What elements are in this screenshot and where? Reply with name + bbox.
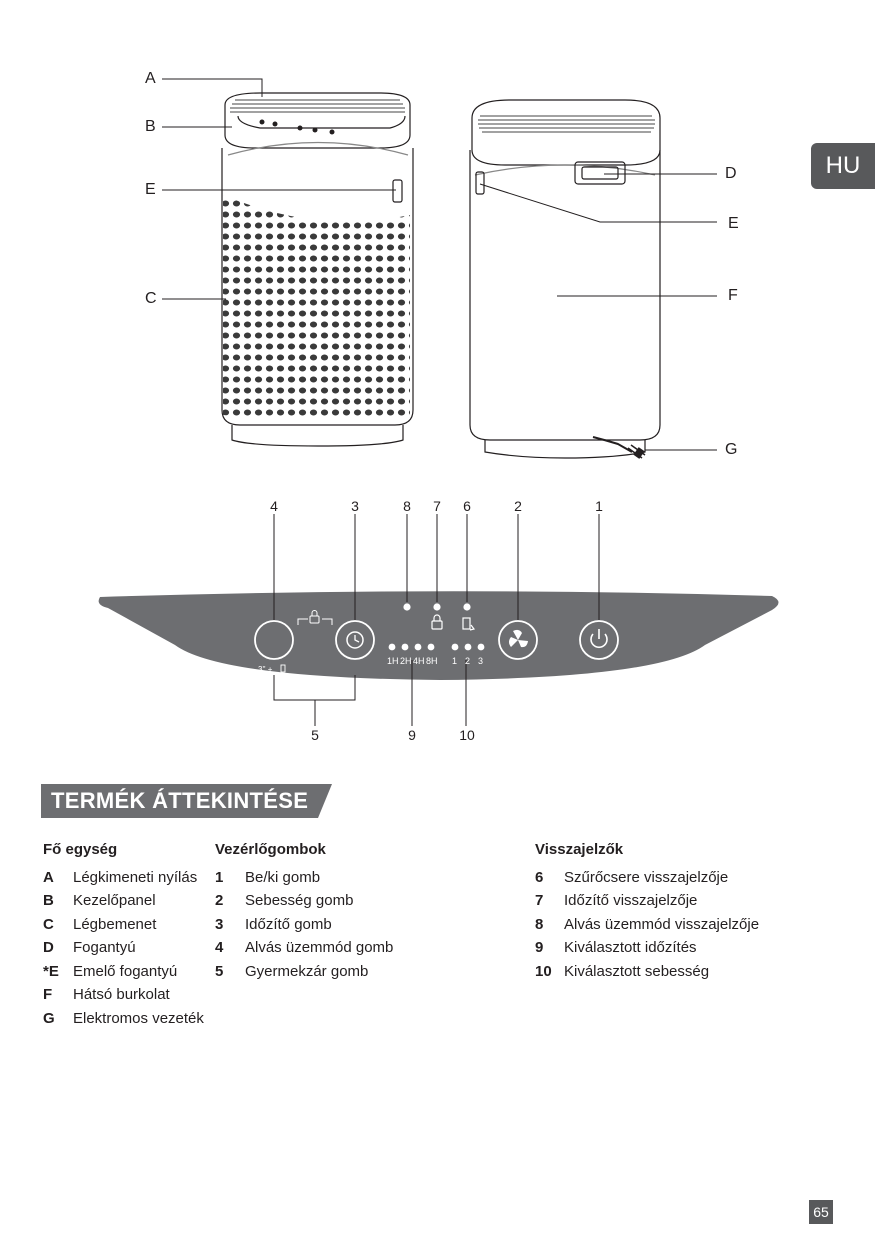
list-item: F Hátsó burkolat xyxy=(43,986,170,1003)
list-item: A Légkimeneti nyílás xyxy=(43,868,198,886)
list-item: 5 Gyermekzár gomb xyxy=(215,962,369,980)
timer-label-2h: 2H xyxy=(400,656,412,666)
back-unit xyxy=(470,100,660,458)
controls-heading: Vezérlőgombok xyxy=(215,841,326,858)
device-illustration xyxy=(0,0,875,470)
panel-num-6: 6 xyxy=(463,498,471,514)
language-tab: HU xyxy=(811,143,875,189)
list-item: 8 Alvás üzemmód visszajelzője xyxy=(535,915,760,933)
indicators-list xyxy=(535,838,759,983)
sleep-indicator-led xyxy=(403,603,410,610)
speed-leds xyxy=(452,644,485,651)
page-number: 65 xyxy=(809,1200,833,1224)
list-item: 6 Szűrőcsere visszajelzője xyxy=(535,868,729,886)
front-grille xyxy=(223,195,410,420)
timer-label-8h: 8H xyxy=(426,656,438,666)
callout-d: D xyxy=(725,165,737,182)
timer-label-4h: 4H xyxy=(413,656,425,666)
speed-label-3: 3 xyxy=(478,656,484,666)
panel-num-2: 2 xyxy=(514,498,522,514)
callout-b: B xyxy=(145,118,156,135)
panel-num-8: 8 xyxy=(403,498,411,514)
panel-num-7: 7 xyxy=(433,498,441,514)
list-item: 9 Kiválasztott időzítés xyxy=(535,939,697,956)
main-unit-heading: Fő egység xyxy=(43,841,118,858)
panel-num-5: 5 xyxy=(311,727,319,743)
callout-c: C xyxy=(145,290,157,307)
list-item: *E Emelő fogantyú xyxy=(43,962,178,980)
callout-g: G xyxy=(725,441,738,458)
controls-list xyxy=(215,838,393,983)
callout-a: A xyxy=(145,70,156,87)
list-item: D Fogantyú xyxy=(43,939,136,956)
list-item: 1 Be/ki gomb xyxy=(215,868,321,886)
panel-num-1: 1 xyxy=(595,498,603,514)
panel-num-4: 4 xyxy=(270,498,278,514)
indicators-heading: Visszajelzők xyxy=(535,841,624,858)
panel-num-9: 9 xyxy=(408,727,416,743)
list-item: 3 Időzítő gomb xyxy=(215,915,332,933)
section-title: TERMÉK ÁTTEKINTÉSE xyxy=(41,784,318,818)
list-item: 7 Időzítő visszajelzője xyxy=(535,892,698,909)
list-item: B Kezelőpanel xyxy=(43,892,156,909)
list-item: 4 Alvás üzemmód gomb xyxy=(215,939,394,956)
list-item: G Elektromos vezeték xyxy=(43,1009,204,1027)
panel-num-10: 10 xyxy=(459,727,475,743)
timer-label-1h: 1H xyxy=(387,656,399,666)
callout-e-front: E xyxy=(145,181,156,198)
callout-f: F xyxy=(728,287,738,304)
list-item: C Légbemenet xyxy=(43,915,157,933)
list-item: 10 Kiválasztott sebesség xyxy=(535,962,710,980)
list-item: 2 Sebesség gomb xyxy=(215,892,354,909)
filter-indicator-led xyxy=(463,603,470,610)
speed-label-2: 2 xyxy=(465,656,471,666)
control-panel-diagram xyxy=(0,490,875,760)
combo-label: 3'' + xyxy=(258,665,273,674)
panel-num-3: 3 xyxy=(351,498,359,514)
callout-e-back: E xyxy=(728,215,739,232)
timer-indicator-led xyxy=(433,603,440,610)
main-unit-list xyxy=(43,838,204,1030)
speed-label-1: 1 xyxy=(452,656,458,666)
